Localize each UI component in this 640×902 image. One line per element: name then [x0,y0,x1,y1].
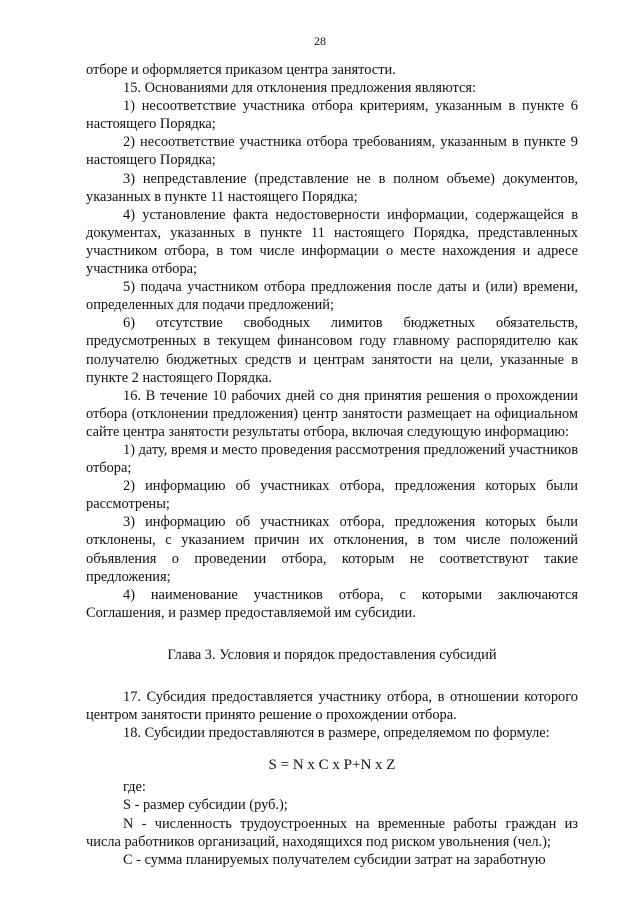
paragraph: 15. Основаниями для отклонения предложения являются: [123,80,477,97]
list-item: 3) информацию об участниках отбора, предложения которых были отклонены, с указанием причин их отклонения, в том числе положений объявления о проведении отбора, которым не соответствуют такие предложения; [86,514,578,585]
list-item: 1) несоответствие участника отбора критериям, указанным в пункте 6 настоящего Порядка; [86,98,578,133]
paragraph: 16. В течение 10 рабочих дней со дня принятия решения о прохождении отбора (отклонении предложения) центр занятости размещает на официальном сайте центра занятости результаты отбора, включая следующую информацию: [86,387,578,440]
list-item: 2) несоответствие участника отбора требованиям, указанным в пункте 9 настоящего Порядка; [86,134,578,169]
paragraph: отборе и оформляется приказом центра занятости. [86,62,396,78]
list-item: 4) наименование участников отбора, с которыми заключаются Соглашения, и размер предоставляемой им субсидии. [86,586,578,621]
paragraph: 17. Субсидия предоставляется участнику отбора, в отношении которого центром занятости принято решение о прохождении отбора. [86,689,578,724]
chapter-heading: Глава 3. Условия и порядок предоставления субсидий [167,646,497,663]
list-item: 6) отсутствие свободных лимитов бюджетных обязательств, предусмотренных в текущем финансовом году главному распорядителю как получателю бюджетных средств и центрам занятости на цели, указанные в пункте 2 настоящего Порядка. [86,315,578,386]
where-label: где: [123,779,146,796]
definition: N - численность трудоустроенных на временные работы граждан из числа работников организаций, находящихся под риском увольнения (чел.); [86,815,578,850]
formula: S = N x C x P+N x Z [268,757,396,774]
list-item: 1) дату, время и место проведения рассмотрения предложений участников отбора; [86,441,578,477]
list-item: 5) подача участником отбора предложения после даты и (или) времени, определенных для подачи предложений; [86,279,578,314]
list-item: 3) непредставление (представление не в полном объеме) документов, указанных в пункте 11 настоящего Порядка; [86,170,578,205]
list-item: 4) установление факта недостоверности информации, содержащейся в документах, указанных в пункте 11 настоящего Порядка, представленных участником отбора, в том числе информации о месте нахождения и адресе участника отбора; [86,206,578,278]
definition: C - сумма планируемых получателем субсидии затрат на заработную [123,851,546,868]
page-number: 28 [314,34,326,48]
paragraph: 18. Субсидии предоставляются в размере, определяемом по формуле: [123,725,550,742]
list-item: 2) информацию об участниках отбора, предложения которых были рассмотрены; [86,478,578,513]
definition: S - размер субсидии (руб.); [123,797,288,814]
page-body [86,61,578,869]
